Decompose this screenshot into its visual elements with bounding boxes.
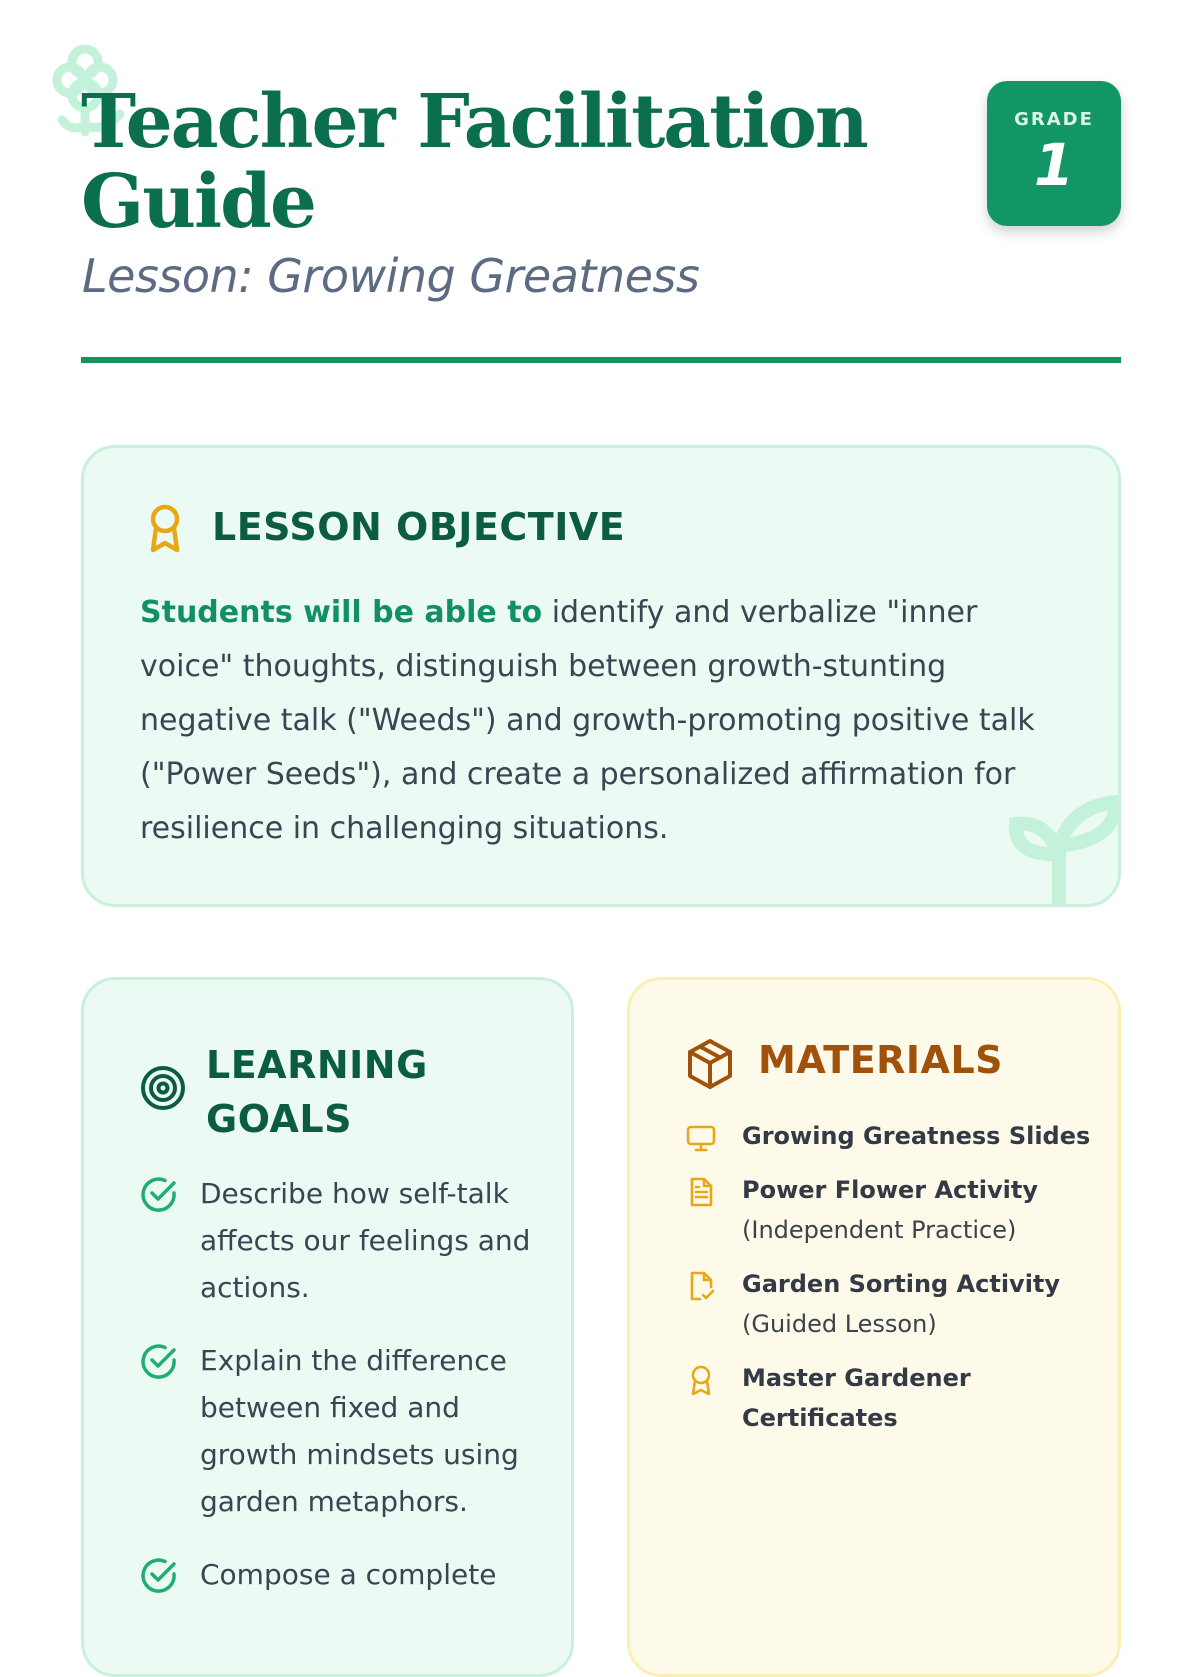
file-check-icon bbox=[686, 1271, 716, 1301]
objective-lead: Students will be able to bbox=[140, 595, 543, 630]
goal-text: Describe how self-talk affects our feelings and actions. bbox=[200, 1177, 531, 1304]
learning-goals-heading: LEARNING GOALS bbox=[206, 1043, 428, 1141]
monitor-icon bbox=[686, 1123, 716, 1153]
goal-text: Compose a complete bbox=[200, 1558, 497, 1591]
check-circle-icon bbox=[140, 1343, 178, 1381]
material-name: Power Flower Activity bbox=[742, 1176, 1038, 1204]
header-divider bbox=[81, 357, 1121, 363]
lesson-subtitle: Lesson: Growing Greatness bbox=[82, 249, 700, 303]
grade-badge bbox=[987, 81, 1121, 226]
learning-goals-card bbox=[81, 977, 574, 1677]
goal-item bbox=[140, 1170, 540, 1311]
sprout-icon bbox=[994, 784, 1121, 907]
material-name: Master Gardener Certificates bbox=[742, 1364, 971, 1432]
lesson-objective-card bbox=[81, 445, 1121, 907]
material-item bbox=[686, 1170, 1106, 1250]
material-note: (Guided Lesson) bbox=[742, 1310, 937, 1338]
objective-body: identify and verbalize "inner voice" thoughts, distinguish between growth-stunting negative talk ("Weeds") and growth-promoting positive talk ("Power Seeds"), and create a personalized affirmation for resilience in challenging situations. bbox=[140, 595, 1035, 846]
materials-heading: MATERIALS bbox=[758, 1038, 1004, 1082]
material-item bbox=[686, 1264, 1106, 1344]
award-icon bbox=[686, 1365, 716, 1395]
material-item bbox=[686, 1116, 1106, 1156]
check-circle-icon bbox=[140, 1557, 178, 1595]
grade-label: GRADE bbox=[1014, 109, 1094, 130]
objective-heading: LESSON OBJECTIVE bbox=[212, 505, 626, 549]
objective-text bbox=[140, 586, 1070, 856]
box-icon bbox=[686, 1038, 734, 1090]
materials-list bbox=[686, 1116, 1106, 1452]
material-item bbox=[686, 1358, 1106, 1438]
goal-list bbox=[140, 1170, 540, 1624]
award-icon bbox=[144, 503, 186, 555]
material-name: Garden Sorting Activity bbox=[742, 1270, 1061, 1298]
page-title: Teacher Facilitation Guide bbox=[81, 79, 867, 245]
goal-text: Explain the difference between fixed and growth mindsets using garden metaphors. bbox=[200, 1344, 519, 1518]
document-icon bbox=[686, 1177, 716, 1207]
material-note: (Independent Practice) bbox=[742, 1216, 1017, 1244]
materials-card bbox=[627, 977, 1121, 1677]
check-circle-icon bbox=[140, 1176, 178, 1214]
material-name: Growing Greatness Slides bbox=[742, 1122, 1091, 1150]
grade-number: 1 bbox=[1033, 131, 1075, 199]
goal-item bbox=[140, 1551, 540, 1598]
goal-item bbox=[140, 1337, 540, 1525]
target-icon bbox=[140, 1065, 186, 1111]
